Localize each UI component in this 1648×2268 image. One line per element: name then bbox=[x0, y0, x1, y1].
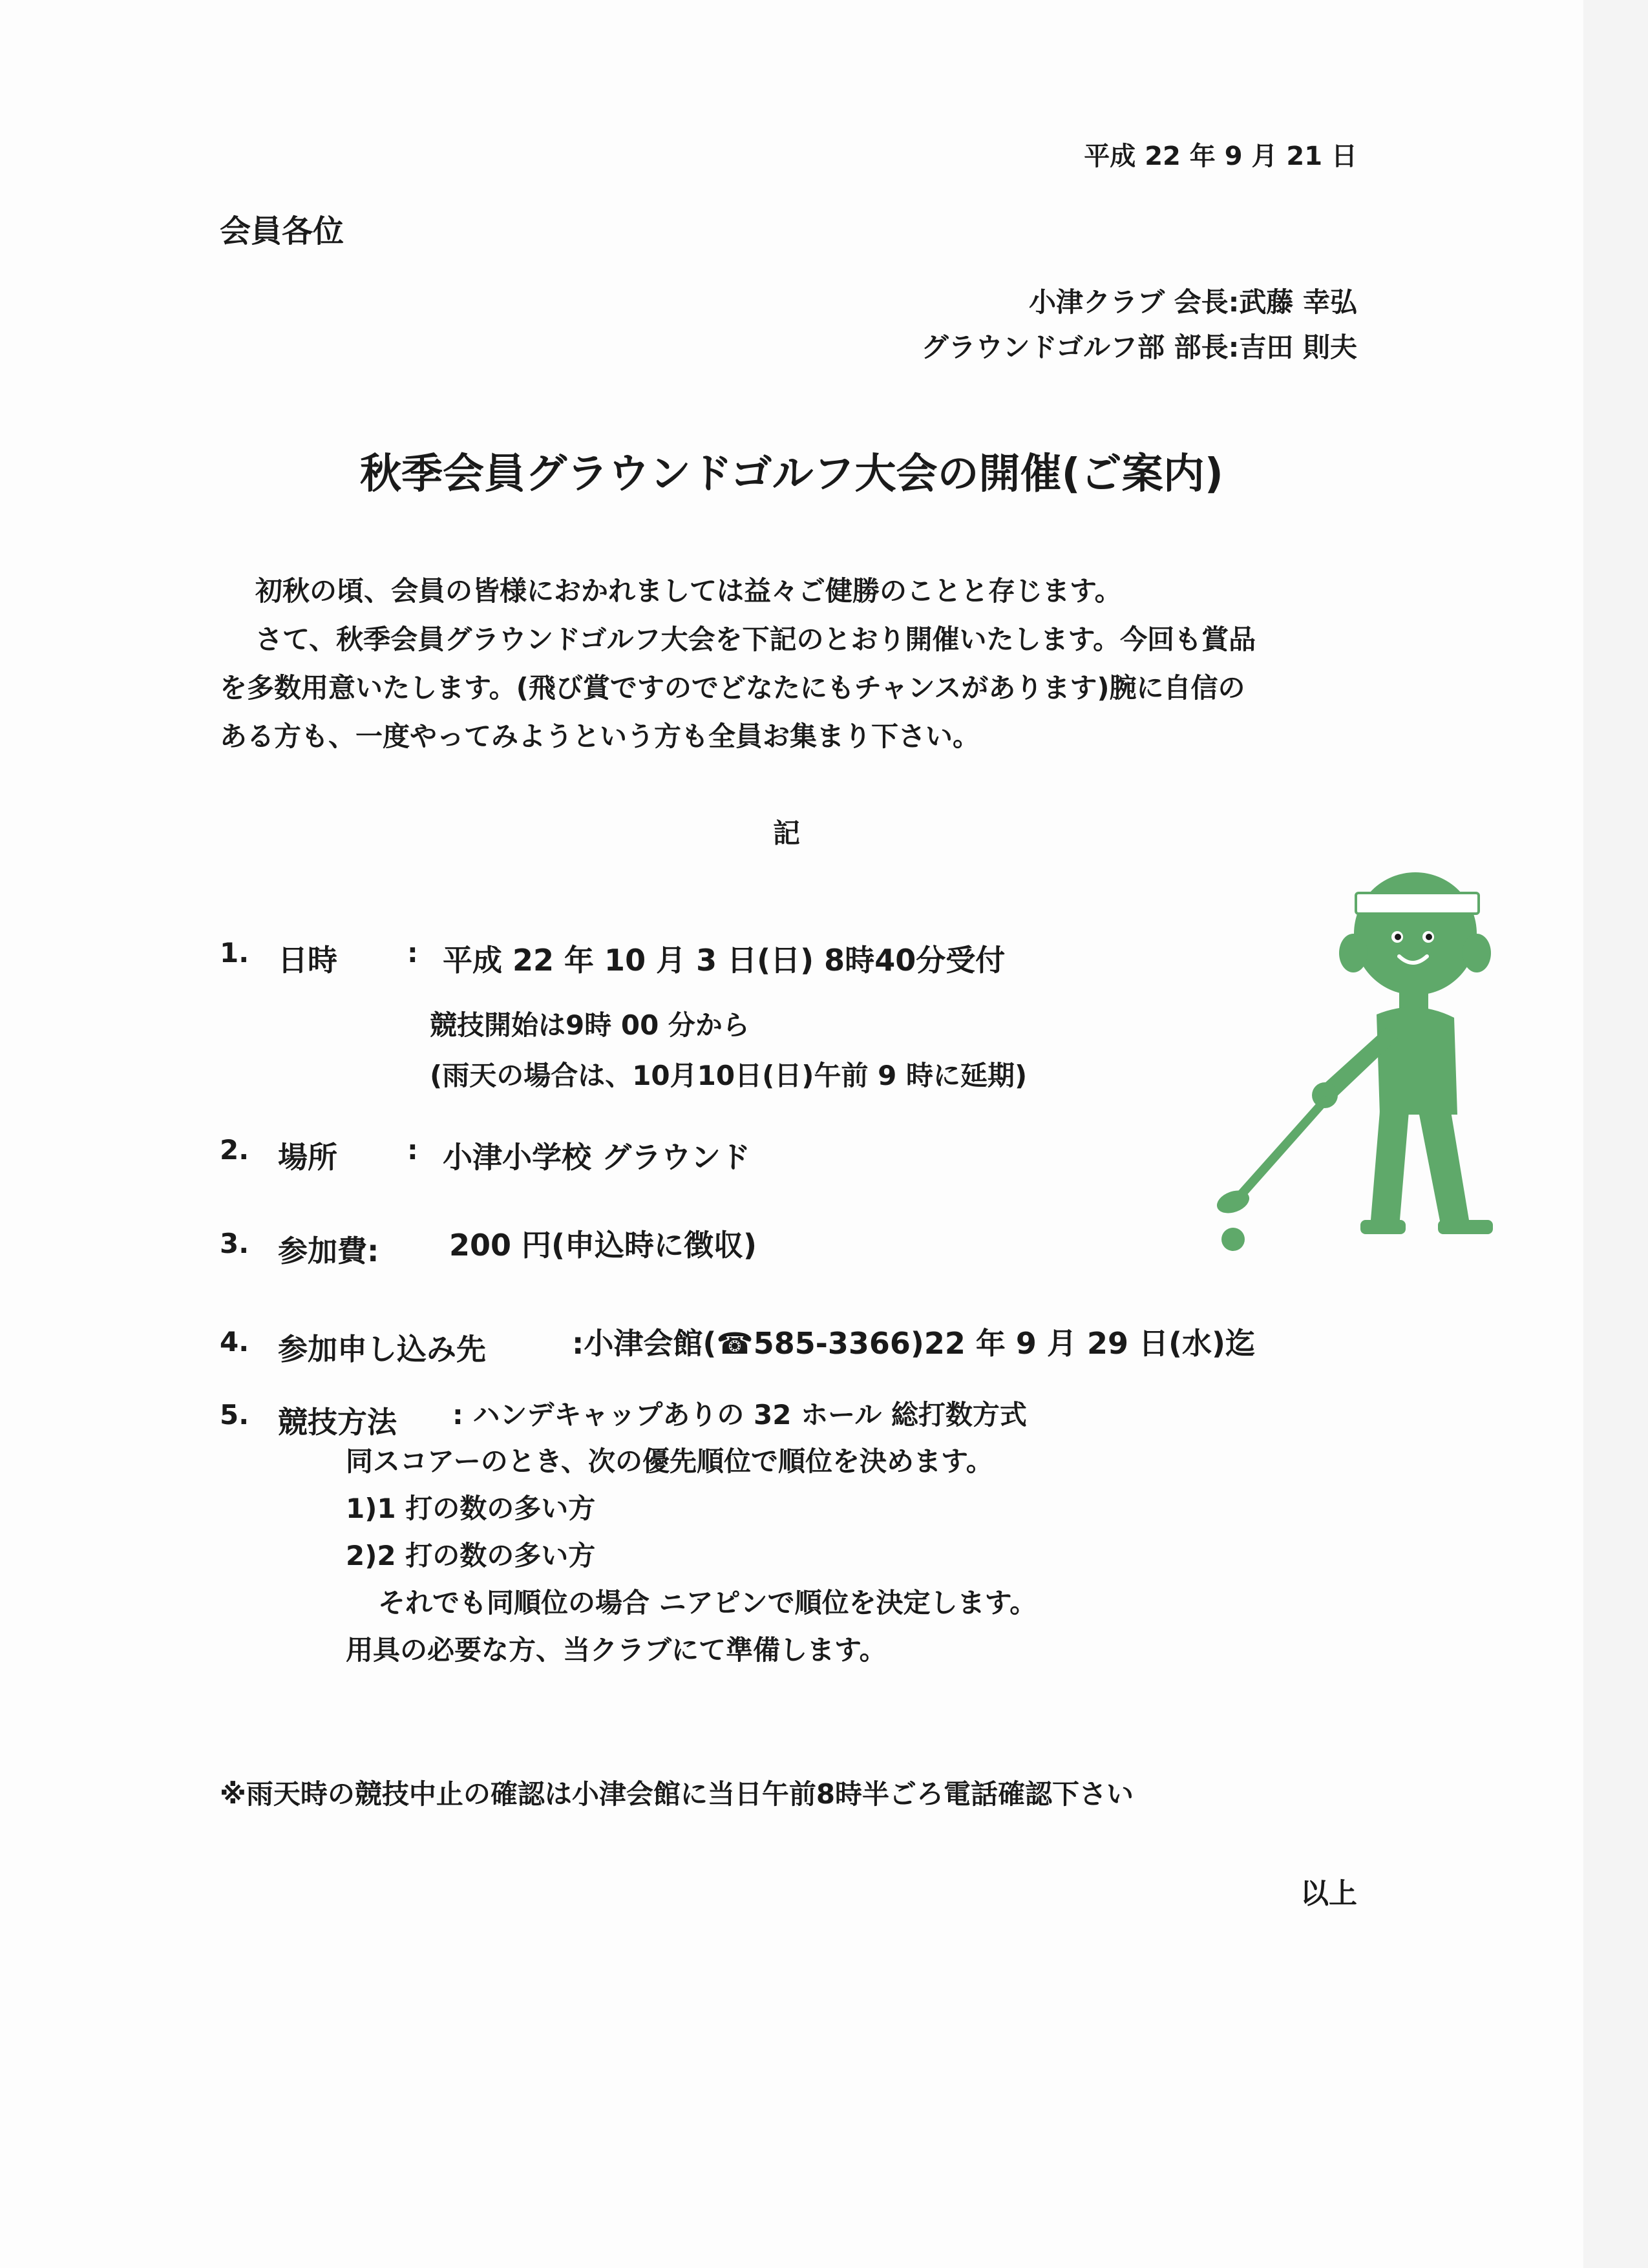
item-3-value: 200 円(申込時に徴収) bbox=[449, 1228, 757, 1263]
item-5-label: 競技方法 bbox=[278, 1405, 397, 1440]
item-1-value: 平成 22 年 10 月 3 日(日) 8時40分受付 bbox=[443, 943, 1006, 978]
item-1-number: 1. bbox=[220, 937, 249, 969]
item-2-colon: : bbox=[407, 1134, 418, 1166]
item-3-label: 参加費: bbox=[278, 1234, 379, 1268]
scan-edge bbox=[1583, 0, 1648, 2268]
body-line-4: ある方も、一度やってみようという方も全員お集まり下さい。 bbox=[220, 720, 980, 752]
item-1-label: 日時 bbox=[278, 943, 337, 978]
rain-note: ※雨天時の競技中止の確認は小津会館に当日午前8時半ごろ電話確認下さい bbox=[220, 1778, 1134, 1810]
item-4-label: 参加申し込み先 bbox=[278, 1332, 486, 1367]
item-1-sub-2: (雨天の場合は、10月10日(日)午前 9 時に延期) bbox=[430, 1060, 1028, 1091]
item-5-line-2: 1)1 打の数の多い方 bbox=[346, 1493, 596, 1524]
item-2-number: 2. bbox=[220, 1134, 249, 1166]
sender-line-1: 小津クラブ 会長:武藤 幸弘 bbox=[1028, 286, 1357, 318]
golfer-icon bbox=[1215, 866, 1499, 1254]
closing-mark: 以上 bbox=[1300, 1877, 1357, 1910]
item-2-label: 場所 bbox=[278, 1140, 337, 1175]
addressee: 会員各位 bbox=[220, 213, 344, 249]
body-line-3: を多数用意いたします。(飛び賞ですのでどなたにもチャンスがあります)腕に自信の bbox=[220, 672, 1245, 704]
item-2-value: 小津小学校 グラウンド bbox=[443, 1140, 751, 1175]
document-title: 秋季会員グラウンドゴルフ大会の開催(ご案内) bbox=[360, 450, 1223, 498]
item-1-colon: : bbox=[407, 937, 418, 969]
body-line-2: さて、秋季会員グラウンドゴルフ大会を下記のとおり開催いたします。今回も賞品 bbox=[255, 624, 1256, 655]
document-date: 平成 22 年 9 月 21 日 bbox=[1084, 142, 1357, 171]
item-5-line-1: 同スコアーのとき、次の優先順位で順位を決めます。 bbox=[346, 1445, 993, 1477]
item-1-sub-1: 競技開始は9時 00 分から bbox=[430, 1009, 750, 1041]
item-4-number: 4. bbox=[220, 1326, 249, 1358]
item-4-value: :小津会館(☎585-3366)22 年 9 月 29 日(水)迄 bbox=[572, 1326, 1256, 1361]
item-5-line-5: 用具の必要な方、当クラブにて準備します。 bbox=[346, 1634, 887, 1666]
sender-line-2: グラウンドゴルフ部 部長:吉田 則夫 bbox=[921, 331, 1357, 363]
ki-heading: 記 bbox=[773, 817, 801, 849]
item-5-number: 5. bbox=[220, 1399, 249, 1431]
item-5-value: : ハンデキャップありの 32 ホール 総打数方式 bbox=[452, 1399, 1027, 1431]
item-5-line-3: 2)2 打の数の多い方 bbox=[346, 1540, 596, 1571]
item-3-number: 3. bbox=[220, 1228, 249, 1259]
item-5-line-4: それでも同順位の場合 ニアピンで順位を決定します。 bbox=[378, 1587, 1037, 1619]
body-line-1: 初秋の頃、会員の皆様におかれましては益々ご健勝のことと存じます。 bbox=[255, 575, 1122, 607]
